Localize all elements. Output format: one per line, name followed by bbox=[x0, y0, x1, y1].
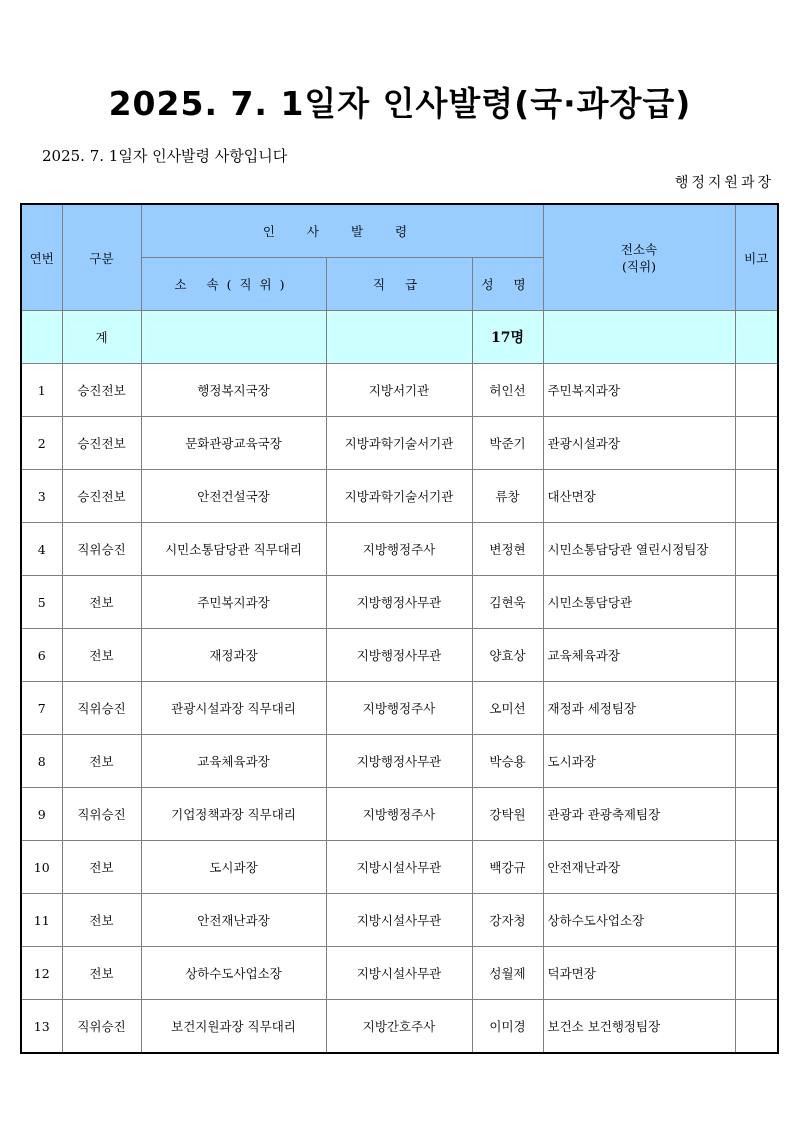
row-name: 백강규 bbox=[472, 841, 543, 894]
row-affiliation: 관광시설과장 직무대리 bbox=[141, 682, 326, 735]
row-name: 김현욱 bbox=[472, 576, 543, 629]
total-affiliation bbox=[141, 311, 326, 364]
row-note bbox=[735, 841, 778, 894]
row-name: 박준기 bbox=[472, 417, 543, 470]
total-previous bbox=[543, 311, 735, 364]
row-grade: 지방과학기술서기관 bbox=[326, 417, 472, 470]
row-name: 강자청 bbox=[472, 894, 543, 947]
table-row bbox=[21, 470, 778, 523]
table-row bbox=[21, 1000, 778, 1054]
row-previous: 시민소통담당관 bbox=[543, 576, 735, 629]
row-note bbox=[735, 470, 778, 523]
row-previous: 대산면장 bbox=[543, 470, 735, 523]
header-affiliation: 소 속(직위) bbox=[141, 258, 326, 311]
row-grade: 지방행정주사 bbox=[326, 523, 472, 576]
row-previous: 안전재난과장 bbox=[543, 841, 735, 894]
row-grade: 지방행정사무관 bbox=[326, 735, 472, 788]
row-previous: 상하수도사업소장 bbox=[543, 894, 735, 947]
row-name: 박승용 bbox=[472, 735, 543, 788]
row-no: 9 bbox=[21, 788, 62, 841]
row-grade: 지방시설사무관 bbox=[326, 894, 472, 947]
row-type: 직위승진 bbox=[62, 682, 141, 735]
total-count: 17명 bbox=[472, 311, 543, 364]
header-previous: 전소속 (직위) bbox=[543, 204, 735, 311]
row-grade: 지방시설사무관 bbox=[326, 841, 472, 894]
row-name: 류창 bbox=[472, 470, 543, 523]
row-affiliation: 안전재난과장 bbox=[141, 894, 326, 947]
row-note bbox=[735, 576, 778, 629]
row-previous: 주민복지과장 bbox=[543, 364, 735, 417]
row-grade: 지방행정사무관 bbox=[326, 629, 472, 682]
row-no: 6 bbox=[21, 629, 62, 682]
row-type: 직위승진 bbox=[62, 523, 141, 576]
row-no: 2 bbox=[21, 417, 62, 470]
row-no: 1 bbox=[21, 364, 62, 417]
row-type: 승진전보 bbox=[62, 417, 141, 470]
row-no: 7 bbox=[21, 682, 62, 735]
total-note bbox=[735, 311, 778, 364]
row-note bbox=[735, 1000, 778, 1054]
row-type: 승진전보 bbox=[62, 470, 141, 523]
row-affiliation: 행정복지국장 bbox=[141, 364, 326, 417]
table-row bbox=[21, 364, 778, 417]
row-affiliation: 보건지원과장 직무대리 bbox=[141, 1000, 326, 1054]
table-row bbox=[21, 629, 778, 682]
row-note bbox=[735, 682, 778, 735]
row-type: 전보 bbox=[62, 947, 141, 1000]
row-previous: 교육체육과장 bbox=[543, 629, 735, 682]
row-previous: 도시과장 bbox=[543, 735, 735, 788]
row-grade: 지방간호주사 bbox=[326, 1000, 472, 1054]
row-name: 이미경 bbox=[472, 1000, 543, 1054]
row-note bbox=[735, 417, 778, 470]
row-name: 변정현 bbox=[472, 523, 543, 576]
row-affiliation: 상하수도사업소장 bbox=[141, 947, 326, 1000]
row-previous: 시민소통담당관 열린시정팀장 bbox=[543, 523, 735, 576]
table-row bbox=[21, 894, 778, 947]
row-name: 강탁원 bbox=[472, 788, 543, 841]
row-note bbox=[735, 788, 778, 841]
row-no: 13 bbox=[21, 1000, 62, 1054]
table-row bbox=[21, 417, 778, 470]
row-affiliation: 교육체육과장 bbox=[141, 735, 326, 788]
row-type: 전보 bbox=[62, 894, 141, 947]
row-grade: 지방과학기술서기관 bbox=[326, 470, 472, 523]
table-row bbox=[21, 523, 778, 576]
row-grade: 지방시설사무관 bbox=[326, 947, 472, 1000]
row-type: 직위승진 bbox=[62, 1000, 141, 1054]
row-name: 성월제 bbox=[472, 947, 543, 1000]
table-row bbox=[21, 947, 778, 1000]
row-note bbox=[735, 523, 778, 576]
row-type: 전보 bbox=[62, 576, 141, 629]
row-no: 3 bbox=[21, 470, 62, 523]
row-affiliation: 재정과장 bbox=[141, 629, 326, 682]
row-no: 4 bbox=[21, 523, 62, 576]
row-previous: 보건소 보건행정팀장 bbox=[543, 1000, 735, 1054]
row-previous: 관광시설과장 bbox=[543, 417, 735, 470]
row-no: 10 bbox=[21, 841, 62, 894]
appointment-table bbox=[20, 203, 779, 1054]
page-title: 2025. 7. 1일자 인사발령(국·과장급) bbox=[108, 84, 692, 123]
row-no: 8 bbox=[21, 735, 62, 788]
row-affiliation: 문화관광교육국장 bbox=[141, 417, 326, 470]
row-previous: 재정과 세정팀장 bbox=[543, 682, 735, 735]
page-subtitle: 2025. 7. 1일자 인사발령 사항입니다 bbox=[42, 147, 288, 165]
row-name: 양효상 bbox=[472, 629, 543, 682]
row-previous: 덕과면장 bbox=[543, 947, 735, 1000]
row-note bbox=[735, 735, 778, 788]
table-row bbox=[21, 735, 778, 788]
row-note bbox=[735, 947, 778, 1000]
row-affiliation: 도시과장 bbox=[141, 841, 326, 894]
header-name: 성 명 bbox=[472, 258, 543, 311]
table-row bbox=[21, 841, 778, 894]
total-label: 계 bbox=[62, 311, 141, 364]
header-no: 연번 bbox=[21, 204, 62, 311]
table-row bbox=[21, 788, 778, 841]
table-row bbox=[21, 682, 778, 735]
table-row bbox=[21, 576, 778, 629]
header-note: 비고 bbox=[735, 204, 778, 311]
total-no bbox=[21, 311, 62, 364]
row-affiliation: 기업정책과장 직무대리 bbox=[141, 788, 326, 841]
row-type: 승진전보 bbox=[62, 364, 141, 417]
row-type: 전보 bbox=[62, 735, 141, 788]
row-note bbox=[735, 364, 778, 417]
total-row bbox=[21, 311, 778, 364]
row-grade: 지방행정사무관 bbox=[326, 576, 472, 629]
department-label: 행정지원과장 bbox=[674, 175, 774, 191]
row-grade: 지방행정주사 bbox=[326, 682, 472, 735]
row-grade: 지방서기관 bbox=[326, 364, 472, 417]
header-type: 구분 bbox=[62, 204, 141, 311]
row-no: 11 bbox=[21, 894, 62, 947]
row-type: 직위승진 bbox=[62, 788, 141, 841]
row-grade: 지방행정주사 bbox=[326, 788, 472, 841]
row-type: 전보 bbox=[62, 841, 141, 894]
total-grade bbox=[326, 311, 472, 364]
row-name: 오미선 bbox=[472, 682, 543, 735]
header-appointment: 인 사 발 령 bbox=[141, 204, 543, 258]
row-affiliation: 주민복지과장 bbox=[141, 576, 326, 629]
row-affiliation: 안전건설국장 bbox=[141, 470, 326, 523]
row-note bbox=[735, 894, 778, 947]
row-name: 허인선 bbox=[472, 364, 543, 417]
row-type: 전보 bbox=[62, 629, 141, 682]
row-no: 12 bbox=[21, 947, 62, 1000]
row-note bbox=[735, 629, 778, 682]
row-affiliation: 시민소통담당관 직무대리 bbox=[141, 523, 326, 576]
row-no: 5 bbox=[21, 576, 62, 629]
header-grade: 직 급 bbox=[326, 258, 472, 311]
row-previous: 관광과 관광축제팀장 bbox=[543, 788, 735, 841]
